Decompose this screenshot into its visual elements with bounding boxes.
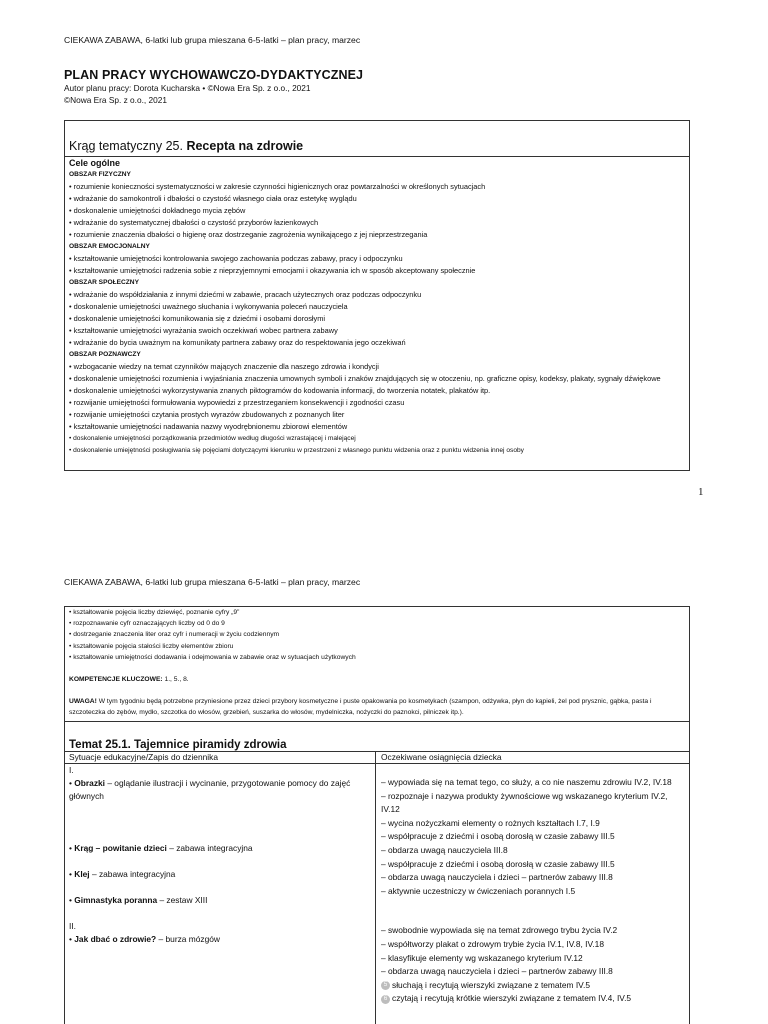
level-5-icon: 5 — [381, 981, 390, 990]
list-item: • rozumienie znaczenia dbałości o higienę oraz dostrzeganie zagrożenia wynikającego z jej nieprzestrzegania — [69, 230, 428, 239]
list-item: • kształtowanie umiejętności wyrażania swoich oczekiwań wobec partnera zabawy — [69, 326, 338, 335]
goals-continued — [69, 607, 685, 719]
outcome-item: – współpracuje z dziećmi i osobą dorosłą w czasie zabawy III.5 — [381, 831, 615, 842]
plan-title: PLAN PRACY WYCHOWAWCZO-DYDAKTYCZNEJ — [64, 68, 364, 82]
activity-desc: – zabawa integracyjna — [166, 843, 253, 853]
list-item: • wdrażanie do samokontroli i dbałości o czystość własnego ciała oraz estetykę wyglądu — [69, 194, 357, 203]
goals-content — [69, 157, 685, 457]
list-item: • kształtowanie pojęcia liczby dziewięć, poznanie cyfry „9” — [69, 609, 240, 616]
list-item: • rozpoznawanie cyfr oznaczających liczby od 0 do 9 — [69, 620, 225, 628]
krag-title: Recepta na zdrowie — [186, 139, 304, 153]
list-item: • doskonalenie umiejętności rozumienia i wyjaśniania znaczenia umownych symboli i znaków znajdujących się w otoczeniu, np. graficzne opisy, kodeksy, plakaty, sygnały dźwiękowe — [69, 374, 661, 383]
column-divider — [375, 751, 376, 1024]
outcome-item: – wycina nożyczkami elementy o rożnych kształtach I.7, I.9 — [381, 817, 600, 828]
outcome-item: – klasyfikuje elementy wg wskazanego kryterium IV.12 — [381, 952, 583, 963]
list-item: • dostrzeganie znaczenia liter oraz cyfr i numeracji w życiu codziennym — [69, 631, 280, 639]
left-column — [69, 764, 369, 946]
outcome-item: – współtworzy plakat o zdrowym trybie życia IV.1, IV.8, IV.18 — [381, 938, 604, 949]
list-item: • wzbogacanie wiedzy na temat czynników mających znaczenie dla naszego zdrowia i kondycji — [69, 362, 379, 371]
activity-obrazki: • Obrazki – oglądanie ilustracji i wycinanie, przygotowanie pomocy do zajęć głównych — [69, 778, 351, 801]
krag-heading — [69, 139, 303, 153]
kompetencje — [69, 674, 685, 685]
list-item: • rozwijanie umiejętności czytania prostych wyrazów zbudowanych z poznanych liter — [69, 410, 345, 419]
activity-desc: – zestaw XIII — [157, 895, 208, 905]
list-item: • kształtowanie umiejętności dodawania i odejmowania w zabawie oraz w sytuacjach użytkowych — [69, 653, 356, 661]
list-item: • kształtowanie pojęcia stałości liczby elementów zbioru — [69, 642, 234, 650]
activity-gimnastyka: • Gimnastyka poranna – zestaw XIII — [69, 895, 208, 905]
list-item: • doskonalenie umiejętności komunikowania się z dziećmi i osobami dorosłymi — [69, 314, 326, 323]
activity-title: Klej — [74, 869, 90, 879]
activity-krag: • Krąg – powitanie dzieci – zabawa integracyjna — [69, 843, 253, 853]
page-header: CIEKAWA ZABAWA, 6-latki lub grupa mieszana 6-5-latki – plan pracy, marzec — [64, 35, 361, 45]
cele-label: Cele ogólne — [69, 158, 121, 168]
outcome-item: – rozpoznaje i nazywa produkty żywnościowe wg wskazanego kryterium IV.2, IV.12 — [381, 790, 668, 815]
list-item: • doskonalenie umiejętności uważnego słuchania i wykonywania poleceń nauczyciela — [69, 302, 348, 311]
activity-desc: – oglądanie ilustracji i wycinanie, przygotowanie pomocy do zajęć głównych — [69, 778, 351, 801]
outcome-item: – swobodnie wypowiada się na temat zdrowego trybu życia IV.2 — [381, 925, 618, 936]
level-6-icon: 6 — [381, 995, 390, 1004]
uwaga-text: W tym tygodniu będą potrzebne przyniesione przez dzieci przybory kosmetyczne i puste opakowania po kosmetykach (szampon, odżywka, płyn do kąpieli, żel pod prysznic, gąbka, pasta i szczoteczka do zębów, mydło, szczotka do włosów, grzebień, suszarka do włosów, mydelniczka, nożyczki do paznokci, pilniczek itp.). — [69, 698, 652, 717]
outcome-item-circled — [381, 979, 687, 993]
obszar-poznawczy-heading: OBSZAR POZNAWCZY — [69, 351, 141, 358]
list-item: • doskonalenie umiejętności wykorzystywania znanych piktogramów do kodowania informacji, do tworzenia notatek, plakatów itp. — [69, 386, 491, 395]
list-item: • doskonalenie umiejętności porządkowania przedmiotów według długości wzrastającej i malejącej — [69, 435, 356, 442]
uwaga-note — [69, 696, 685, 718]
activity-klej: • Klej – zabawa integracyjna — [69, 869, 176, 879]
list-item: • rozumienie konieczności systematyczności w zakresie czynności higienicznych oraz powtarzalności w określonych sytuacjach — [69, 182, 486, 191]
divider — [65, 721, 689, 722]
section-marker: I. — [69, 765, 74, 775]
list-item: • kształtowanie umiejętności radzenia sobie z nieprzyjemnymi emocjami i okazywania ich w sposób akceptowany społecznie — [69, 266, 476, 275]
activity-title: Krąg – powitanie dzieci — [74, 843, 167, 853]
activity-jak-dbac: • Jak dbać o zdrowie? – burza mózgów — [69, 934, 220, 944]
col-header-left: Sytuacje edukacyjne/Zapis do dziennika — [69, 752, 218, 762]
outcome-text: słuchają i recytują wierszyki związane z tematem IV.5 — [392, 979, 590, 990]
kompetencje-value: 1., 5., 8. — [164, 676, 189, 684]
temat-title: Temat 25.1. Tajemnice piramidy zdrowia — [69, 739, 287, 751]
page-number: 1 — [698, 486, 704, 498]
outcome-item: – wypowiada się na temat tego, co służy, a co nie naszemu zdrowiu IV.2, IV.18 — [381, 777, 672, 787]
activity-desc: – zabawa integracyjna — [89, 869, 176, 879]
list-item: • kształtowanie umiejętności nadawania nazwy wyodrębnionemu zbiorowi elementów — [69, 422, 348, 431]
obszar-spoleczny-heading: OBSZAR SPOŁECZNY — [69, 279, 139, 286]
goals-box — [64, 120, 690, 471]
outcome-item: – obdarza uwagą nauczyciela i dzieci – partnerów zabawy III.8 — [381, 872, 613, 883]
krag-prefix: Krąg tematyczny 25. — [69, 139, 183, 153]
right-column — [381, 764, 687, 1006]
list-item: • doskonalenie umiejętności dokładnego mycia zębów — [69, 206, 246, 215]
list-item: • wdrażanie do systematycznej dbałości o czystość przyborów łazienkowych — [69, 218, 319, 227]
uwaga-label: UWAGA! — [69, 698, 97, 706]
author-line: Autor planu pracy: Dorota Kucharska • ©Nowa Era Sp. z o.o., 2021 — [64, 83, 311, 93]
outcome-item: – obdarza uwagą nauczyciela i dzieci – partnerów zabawy III.8 — [381, 966, 613, 977]
list-item: • wdrażanie do bycia uważnym na komunikaty partnera zabawy oraz do respektowania jego oczekiwań — [69, 338, 406, 347]
activity-title: Gimnastyka poranna — [74, 895, 158, 905]
kompetencje-label: KOMPETENCJE KLUCZOWE: — [69, 676, 163, 684]
list-item: • wdrażanie do współdziałania z innymi dziećmi w zabawie, pracach użytecznych oraz podczas odpoczynku — [69, 290, 422, 299]
list-item: • kształtowanie umiejętności kontrolowania swojego zachowania podczas zabawy, pracy i odpoczynku — [69, 254, 403, 263]
activity-title: Obrazki — [74, 778, 105, 788]
page-header: CIEKAWA ZABAWA, 6-latki lub grupa mieszana 6-5-latki – plan pracy, marzec — [64, 577, 361, 587]
section-marker: II. — [69, 921, 76, 931]
outcome-item: – aktywnie uczestniczy w ćwiczeniach porannych I.5 — [381, 885, 576, 896]
plan-table — [64, 606, 690, 1024]
copyright-line: ©Nowa Era Sp. z o.o., 2021 — [64, 95, 167, 105]
outcome-item-circled — [381, 992, 687, 1006]
obszar-fizyczny-heading: OBSZAR FIZYCZNY — [69, 171, 131, 178]
outcome-item: – współpracuje z dziećmi i osobą dorosłą w czasie zabawy III.5 — [381, 858, 615, 869]
document-page-2 — [0, 560, 768, 1024]
outcome-item: – obdarza uwagą nauczyciela III.8 — [381, 844, 508, 855]
list-item: • doskonalenie umiejętności posługiwania się pojęciami dotyczącymi kierunku w przestrzeni z własnego punktu widzenia oraz z punktu widzenia innej osoby — [69, 447, 524, 454]
outcome-text: czytają i recytują krótkie wierszyki związane z tematem IV.4, IV.5 — [392, 993, 632, 1004]
activity-title: Jak dbać o zdrowie? — [74, 934, 157, 944]
page-gap — [0, 520, 768, 560]
activity-desc: – burza mózgów — [156, 934, 220, 944]
col-header-right: Oczekiwane osiągnięcia dziecka — [381, 752, 502, 762]
obszar-emocjonalny-heading: OBSZAR EMOCJONALNY — [69, 243, 150, 250]
list-item: • rozwijanie umiejętności formułowania wypowiedzi z przestrzeganiem konsekwencji i zgodności czasu — [69, 398, 405, 407]
